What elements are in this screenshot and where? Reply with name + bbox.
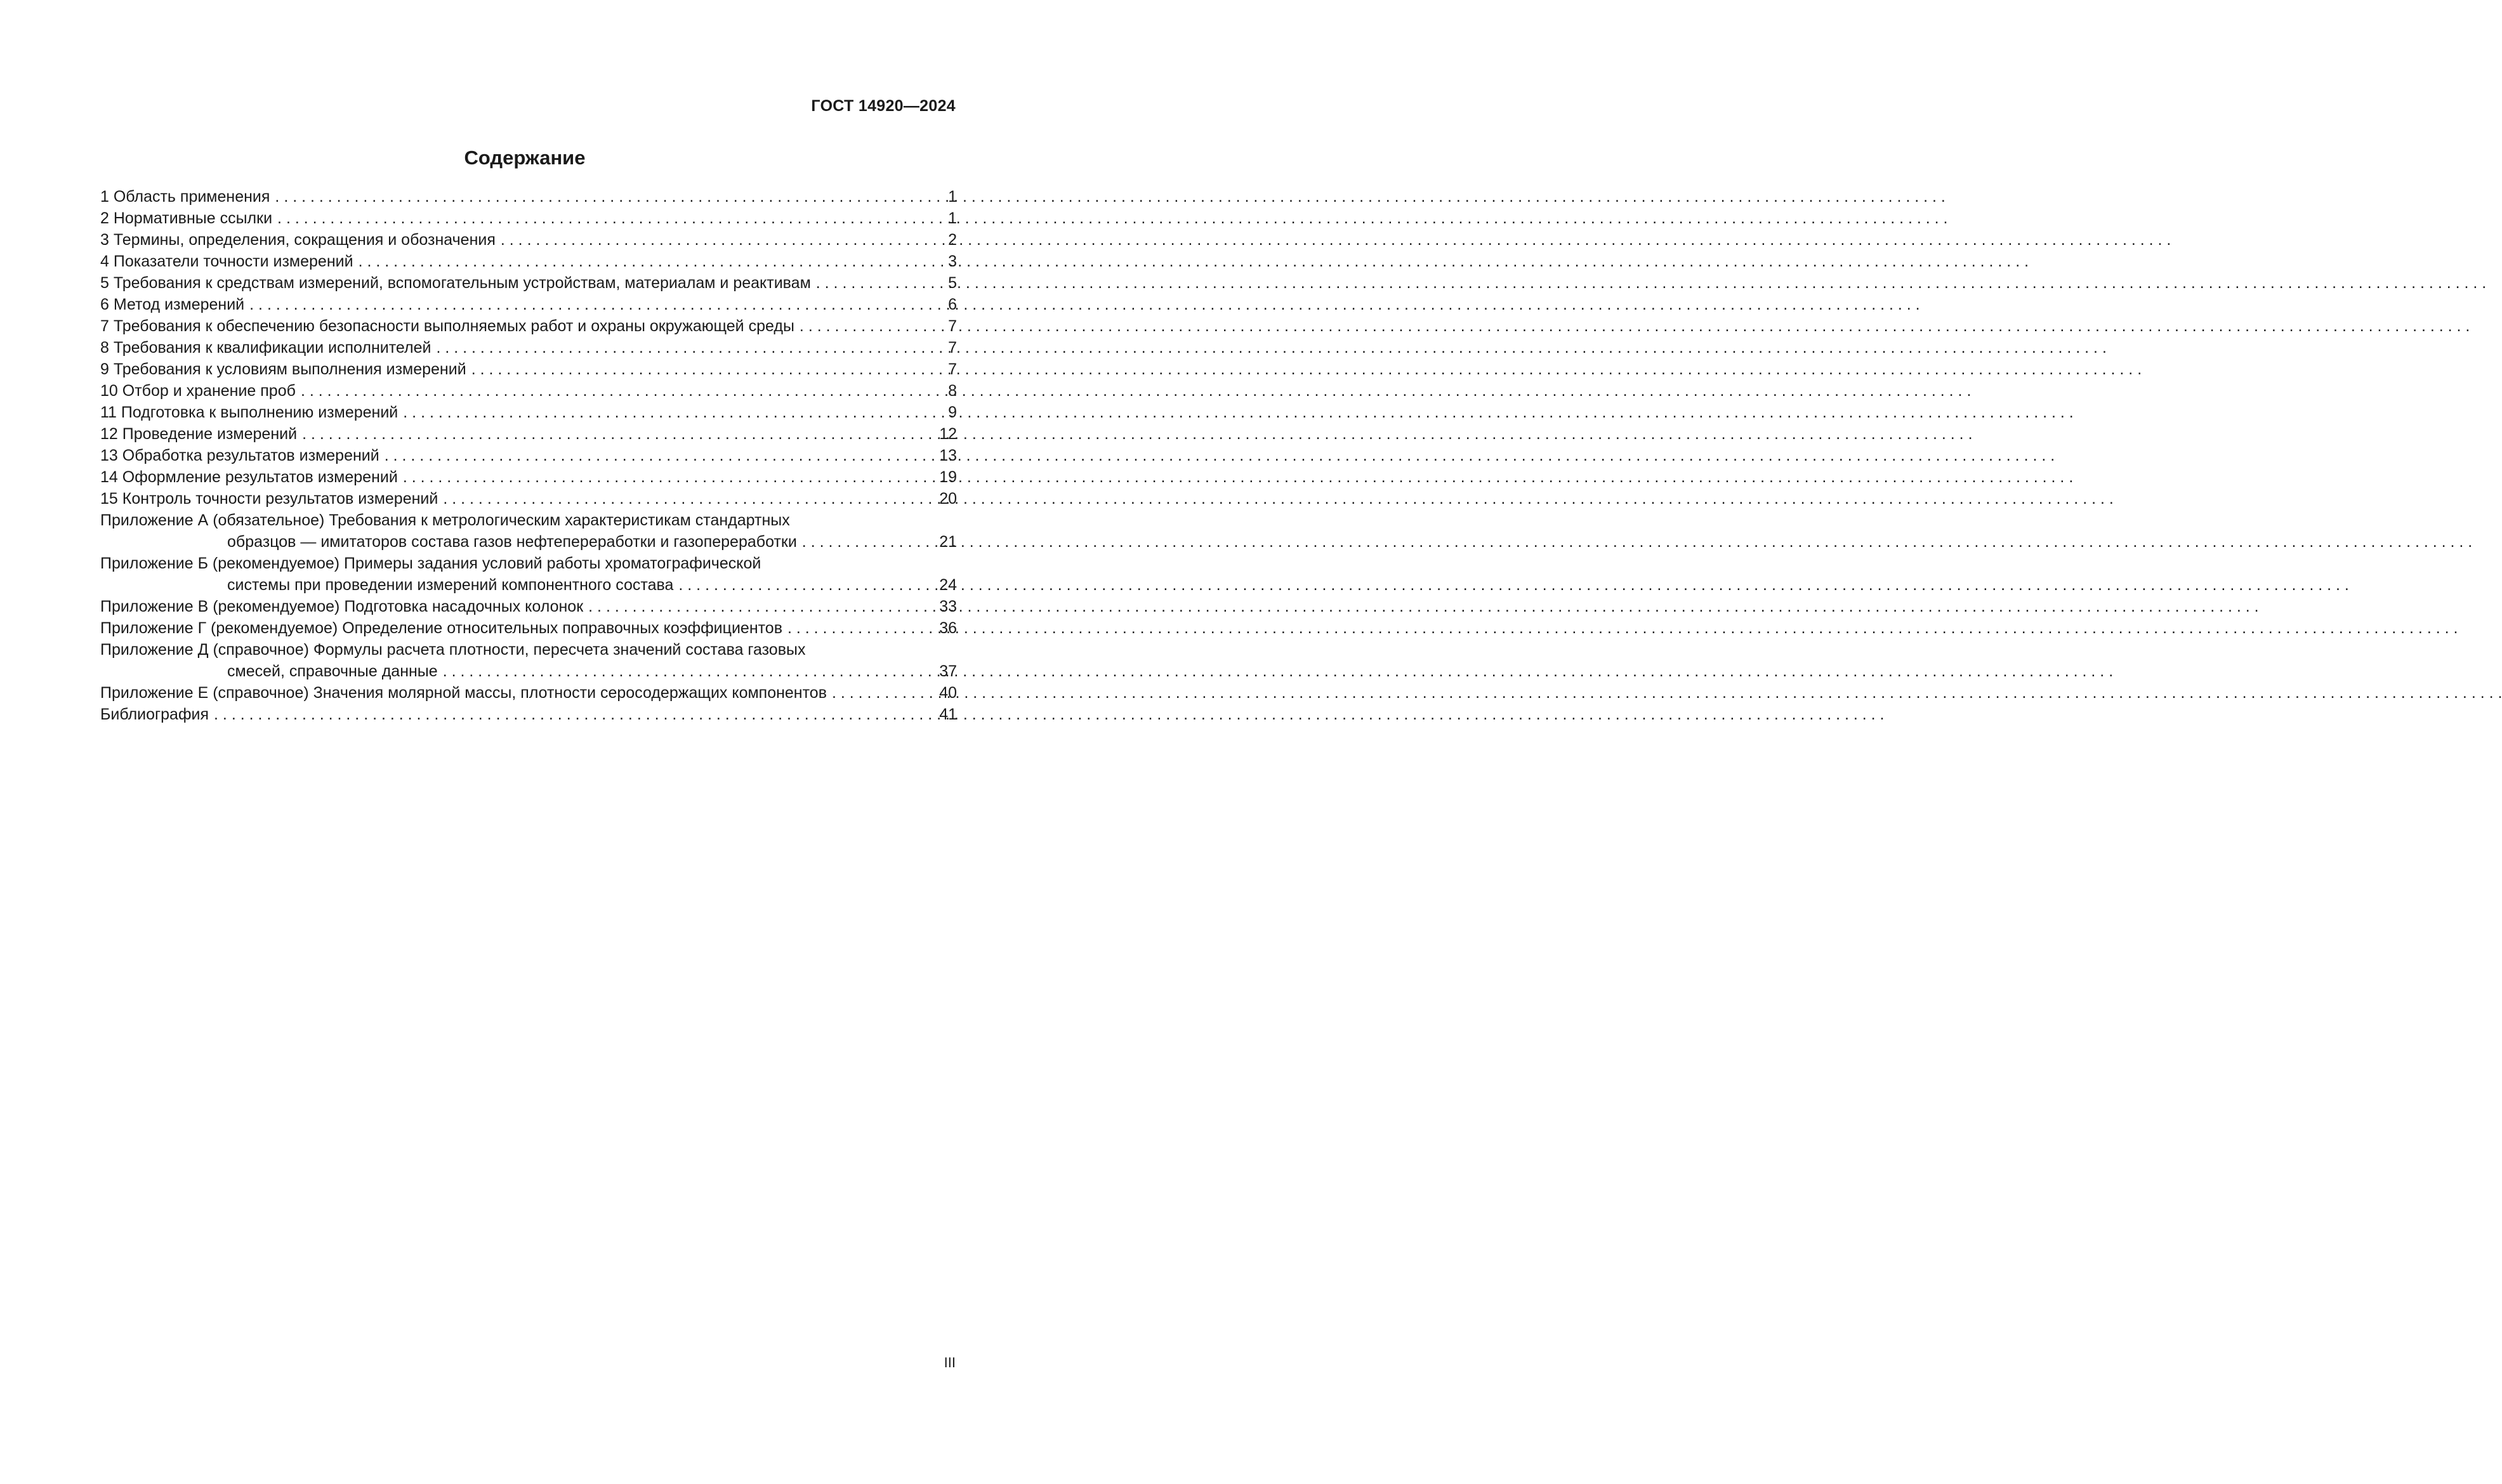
toc-item[interactable]: [100, 445, 957, 466]
toc-item[interactable]: [100, 682, 957, 704]
toc-dot-leader: [443, 660, 938, 682]
toc-dot-leader: [385, 445, 938, 466]
toc-dot-leader: [275, 186, 947, 207]
toc-dot-leader: [832, 682, 938, 704]
toc-item-page: 36: [939, 619, 957, 637]
document-page: [0, 0, 1050, 1484]
toc-item-title: 12 Проведение измерений: [100, 425, 298, 443]
toc-dot-leader: [787, 617, 938, 639]
toc-item-continuation[interactable]: [100, 531, 957, 553]
toc-item-title: Приложение Г (рекомендуемое) Определение относительных поправочных коэффициентов: [100, 619, 782, 637]
toc-dot-leader: [302, 423, 938, 445]
toc-dot-leader: [277, 207, 947, 229]
toc-item[interactable]: [100, 488, 957, 509]
toc-item-title: Библиография: [100, 706, 209, 723]
toc-dot-leader: [816, 272, 947, 294]
toc-item-page: 40: [939, 684, 957, 702]
toc-item-title: 5 Требования к средствам измерений, вспомогательным устройствам, материалам и реактивам: [100, 274, 811, 292]
toc-item-continuation[interactable]: [100, 660, 957, 682]
toc-item[interactable]: [100, 466, 957, 488]
toc-item-page: 21: [939, 533, 957, 551]
toc-dot-leader: [403, 466, 938, 488]
toc-item[interactable]: [100, 315, 957, 337]
toc-item-page: 8: [948, 382, 957, 400]
toc-item-title: Приложение Д (справочное) Формулы расчета плотности, пересчета значений состава газовых: [100, 641, 806, 659]
toc-item[interactable]: [100, 186, 957, 207]
toc-item[interactable]: [100, 358, 957, 380]
toc-item-page: 5: [948, 274, 957, 292]
toc-item-title: 9 Требования к условиям выполнения измерений: [100, 360, 466, 378]
page-number: III: [944, 1355, 956, 1370]
toc-item-title: Приложение Б (рекомендуемое) Примеры задания условий работы хроматографической: [100, 555, 761, 572]
toc-item-page: 12: [939, 425, 957, 443]
toc-item-continuation[interactable]: [100, 574, 957, 596]
toc-item-page: 7: [948, 339, 957, 357]
toc-item-page: 24: [939, 576, 957, 594]
toc-item-page: 6: [948, 296, 957, 313]
toc-dot-leader: [249, 294, 947, 315]
table-of-contents: [100, 186, 957, 725]
toc-item-title: системы при проведении измерений компонентного состава: [227, 576, 674, 594]
toc-item-title: смесей, справочные данные: [227, 662, 438, 680]
toc-dot-leader: [678, 574, 938, 596]
toc-item-title: Приложение В (рекомендуемое) Подготовка насадочных колонок: [100, 598, 584, 615]
toc-item[interactable]: [100, 251, 957, 272]
toc-item[interactable]: [100, 272, 957, 294]
toc-item[interactable]: [100, 423, 957, 445]
toc-item-title: 6 Метод измерений: [100, 296, 245, 313]
toc-item-page: 41: [939, 706, 957, 723]
toc-dot-leader: [436, 337, 947, 358]
document-code: ГОСТ 14920—2024: [811, 97, 956, 115]
toc-item-title: 10 Отбор и хранение проб: [100, 382, 296, 400]
toc-dot-leader: [802, 531, 938, 553]
toc-item-title: 1 Область применения: [100, 188, 270, 206]
toc-dot-leader: [403, 402, 947, 423]
toc-title: Содержание: [464, 147, 586, 169]
toc-item-title: 3 Термины, определения, сокращения и обозначения: [100, 231, 496, 249]
toc-item-title: 13 Обработка результатов измерений: [100, 447, 379, 464]
toc-item-page: 7: [948, 317, 957, 335]
toc-dot-leader: [301, 380, 947, 402]
toc-item-page: 19: [939, 468, 957, 486]
toc-item-page: 1: [948, 209, 957, 227]
toc-item-title: Приложение А (обязательное) Требования к метрологическим характеристикам стандартных: [100, 511, 790, 529]
toc-item-page: 13: [939, 447, 957, 464]
toc-item-title: 14 Оформление результатов измерений: [100, 468, 398, 486]
toc-item-title: 4 Показатели точности измерений: [100, 253, 353, 270]
toc-item[interactable]: [100, 704, 957, 725]
toc-item-title: 8 Требования к квалификации исполнителей: [100, 339, 431, 357]
toc-item[interactable]: [100, 617, 957, 639]
toc-item-page: 37: [939, 662, 957, 680]
toc-item-page: 1: [948, 188, 957, 206]
toc-item[interactable]: [100, 229, 957, 251]
toc-item-page: 20: [939, 490, 957, 508]
toc-item[interactable]: [100, 509, 957, 531]
toc-item-title: 15 Контроль точности результатов измерений: [100, 490, 438, 508]
toc-item-title: 7 Требования к обеспечению безопасности выполняемых работ и охраны окружающей среды: [100, 317, 794, 335]
toc-dot-leader: [443, 488, 938, 509]
toc-dot-leader: [501, 229, 947, 251]
toc-item[interactable]: [100, 294, 957, 315]
toc-item[interactable]: [100, 207, 957, 229]
toc-item-title: 11 Подготовка к выполнению измерений: [100, 404, 398, 421]
toc-dot-leader: [214, 704, 938, 725]
toc-dot-leader: [800, 315, 947, 337]
toc-item-title: Приложение Е (справочное) Значения молярной массы, плотности серосодержащих компонентов: [100, 684, 827, 702]
toc-item[interactable]: [100, 553, 957, 574]
toc-item-page: 33: [939, 598, 957, 615]
toc-item[interactable]: [100, 380, 957, 402]
toc-item[interactable]: [100, 596, 957, 617]
toc-item-page: 2: [948, 231, 957, 249]
toc-item-page: 3: [948, 253, 957, 270]
toc-item-title: 2 Нормативные ссылки: [100, 209, 273, 227]
toc-dot-leader: [359, 251, 947, 272]
toc-item-page: 9: [948, 404, 957, 421]
toc-item-page: 7: [948, 360, 957, 378]
toc-item[interactable]: [100, 402, 957, 423]
toc-dot-leader: [588, 596, 938, 617]
toc-item-title: образцов — имитаторов состава газов нефтепереработки и газопереработки: [227, 533, 797, 551]
toc-dot-leader: [471, 358, 947, 380]
toc-item[interactable]: [100, 639, 957, 660]
toc-item[interactable]: [100, 337, 957, 358]
